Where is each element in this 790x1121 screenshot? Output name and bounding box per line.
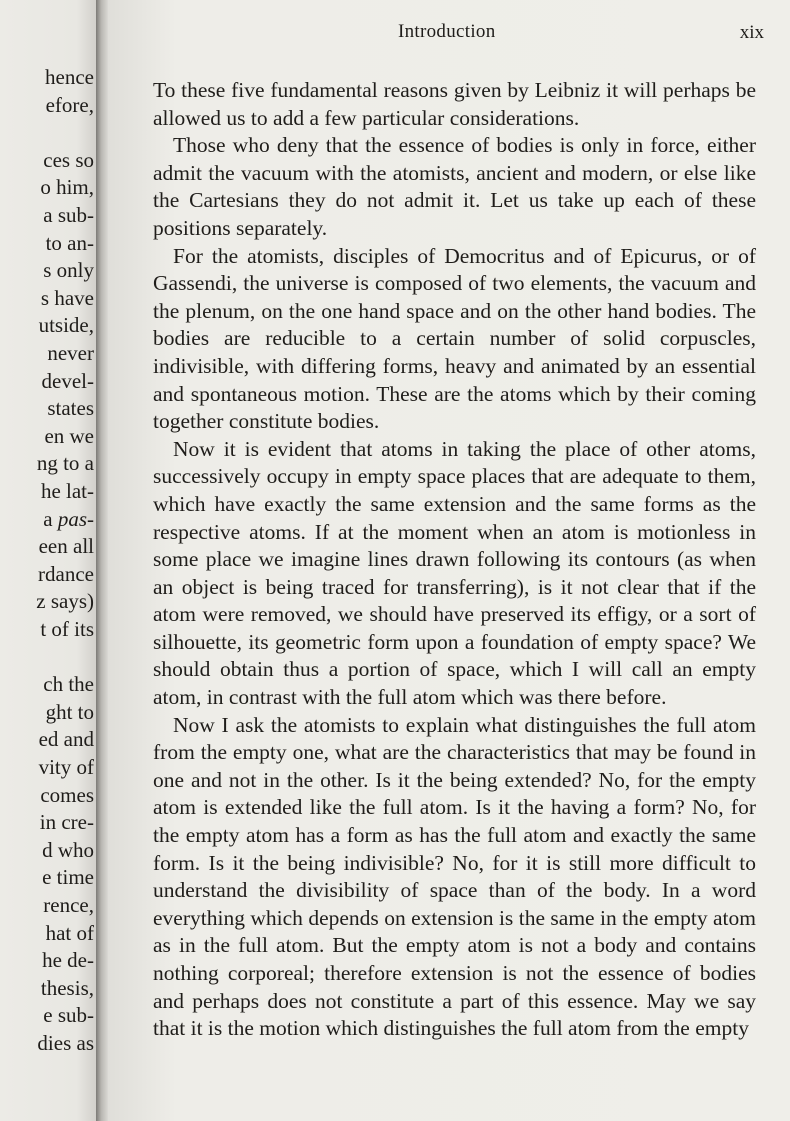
left-page bbox=[0, 0, 96, 1121]
paragraph: Those who deny that the essence of bodies is only in force, either admit the vacuum with the atomists, ancient and modern, or else like the Cartesians they do not admit it. Let us take up each of these positions separately. bbox=[153, 133, 756, 240]
paragraph: For the atomists, disciples of Democritus and of Epicurus, or of Gassendi, the universe is composed of two elements, the vacuum and the plenum, on the one hand space and on the other hand bodies. The bodies are reducible to a certain number of solid corpuscles, indivisible, with differing forms, heavy and animated by an essential and spontaneous motion. These are the atoms which by their coming together constitute bodies. bbox=[153, 243, 756, 434]
left-page-fragment: thesis, bbox=[40, 975, 94, 1000]
left-page-fragment: ng to a bbox=[36, 451, 94, 476]
left-page-fragment: he lat- bbox=[40, 479, 94, 503]
left-page-fragment: rence, bbox=[43, 893, 94, 917]
left-page-fragment: t of its bbox=[40, 617, 94, 641]
running-head: Introduction bbox=[398, 21, 496, 42]
left-page-fragment: een all bbox=[38, 534, 94, 559]
paragraph: Now it is evident that atoms in taking the place of other atoms, successively occupy in empty space places that are adequate to them, which have exactly the same extension and the same forms as the respective atoms. If at the moment when an atom is motionless in some place we imagine lines drawn following its contours (as when an object is being traced for transferring), is it not clear that if the atom were removed, we should have preserved its effigy, or a sort of silhouette, its geometric form upon a foundation of empty space? We should obtain thus a portion of space, which I will call an empty atom, in contrast with the full atom which was there before. bbox=[153, 436, 756, 710]
left-page-fragment: vity of bbox=[38, 755, 94, 779]
left-page-fragment: in cre- bbox=[39, 810, 94, 835]
left-page-fragment: e time bbox=[42, 865, 94, 890]
left-page-fragment: efore, bbox=[45, 92, 94, 117]
left-page-fragment: ces so bbox=[43, 147, 94, 172]
left-page-fragment: rdance bbox=[38, 561, 94, 586]
left-page-fragment: to an- bbox=[45, 230, 94, 255]
left-page-fragment: ght to bbox=[45, 699, 94, 724]
left-page-fragment: ch the bbox=[43, 672, 94, 697]
left-page-fragment: states bbox=[47, 396, 94, 421]
left-page-fragment: never bbox=[47, 341, 94, 365]
left-page-fragment: utside, bbox=[38, 313, 94, 338]
left-page-fragment: s have bbox=[40, 285, 94, 310]
book-gutter bbox=[96, 0, 108, 1121]
left-page-fragment: he de- bbox=[42, 948, 94, 973]
left-page-fragment: hat of bbox=[45, 920, 94, 945]
left-page-fragment: a sub- bbox=[43, 203, 94, 227]
paragraph: To these five fundamental reasons given by Leibniz it will perhaps be allowed us to add a few particular considerations. bbox=[153, 78, 756, 130]
left-page-fragment: e sub- bbox=[43, 1003, 94, 1028]
right-page bbox=[108, 0, 790, 1121]
page-number: xix bbox=[739, 22, 764, 43]
left-page-fragment: ed and bbox=[38, 727, 94, 752]
left-page-fragment: comes bbox=[40, 782, 94, 807]
left-page-fragment: d who bbox=[42, 837, 94, 862]
paragraph: Now I ask the atomists to explain what distinguishes the full atom from the empty one, what are the characteristics that may be found in one and not in the other. Is it the being extended? No, for the empty atom is extended like the full atom. Is it the having a form? No, for the empty atom has a form as has the full atom and exactly the same form. Is it the being indivisible? No, for it is still more difficult to understand the divisibility of space than of the body. In a word everything which depends on extension is the same in the empty atom as in the full atom. But the empty atom is not a body and contains nothing corporeal; therefore extension is not the essence of bodies and perhaps does not constitute a part of this essence. May we say that it is the motion which distinguishes the full atom from the empty bbox=[153, 712, 756, 1041]
left-page-fragment: dies as bbox=[37, 1031, 94, 1055]
left-page-fragment: en we bbox=[44, 423, 94, 448]
left-page-fragment: devel- bbox=[41, 368, 94, 393]
left-page-fragment: s only bbox=[43, 258, 94, 283]
left-page-fragment: a pas- bbox=[43, 506, 94, 531]
left-page-fragment: o him, bbox=[40, 175, 94, 200]
body-text bbox=[153, 77, 756, 1043]
left-page-fragment: hence bbox=[45, 65, 94, 89]
left-page-fragment: z says) bbox=[36, 589, 94, 614]
